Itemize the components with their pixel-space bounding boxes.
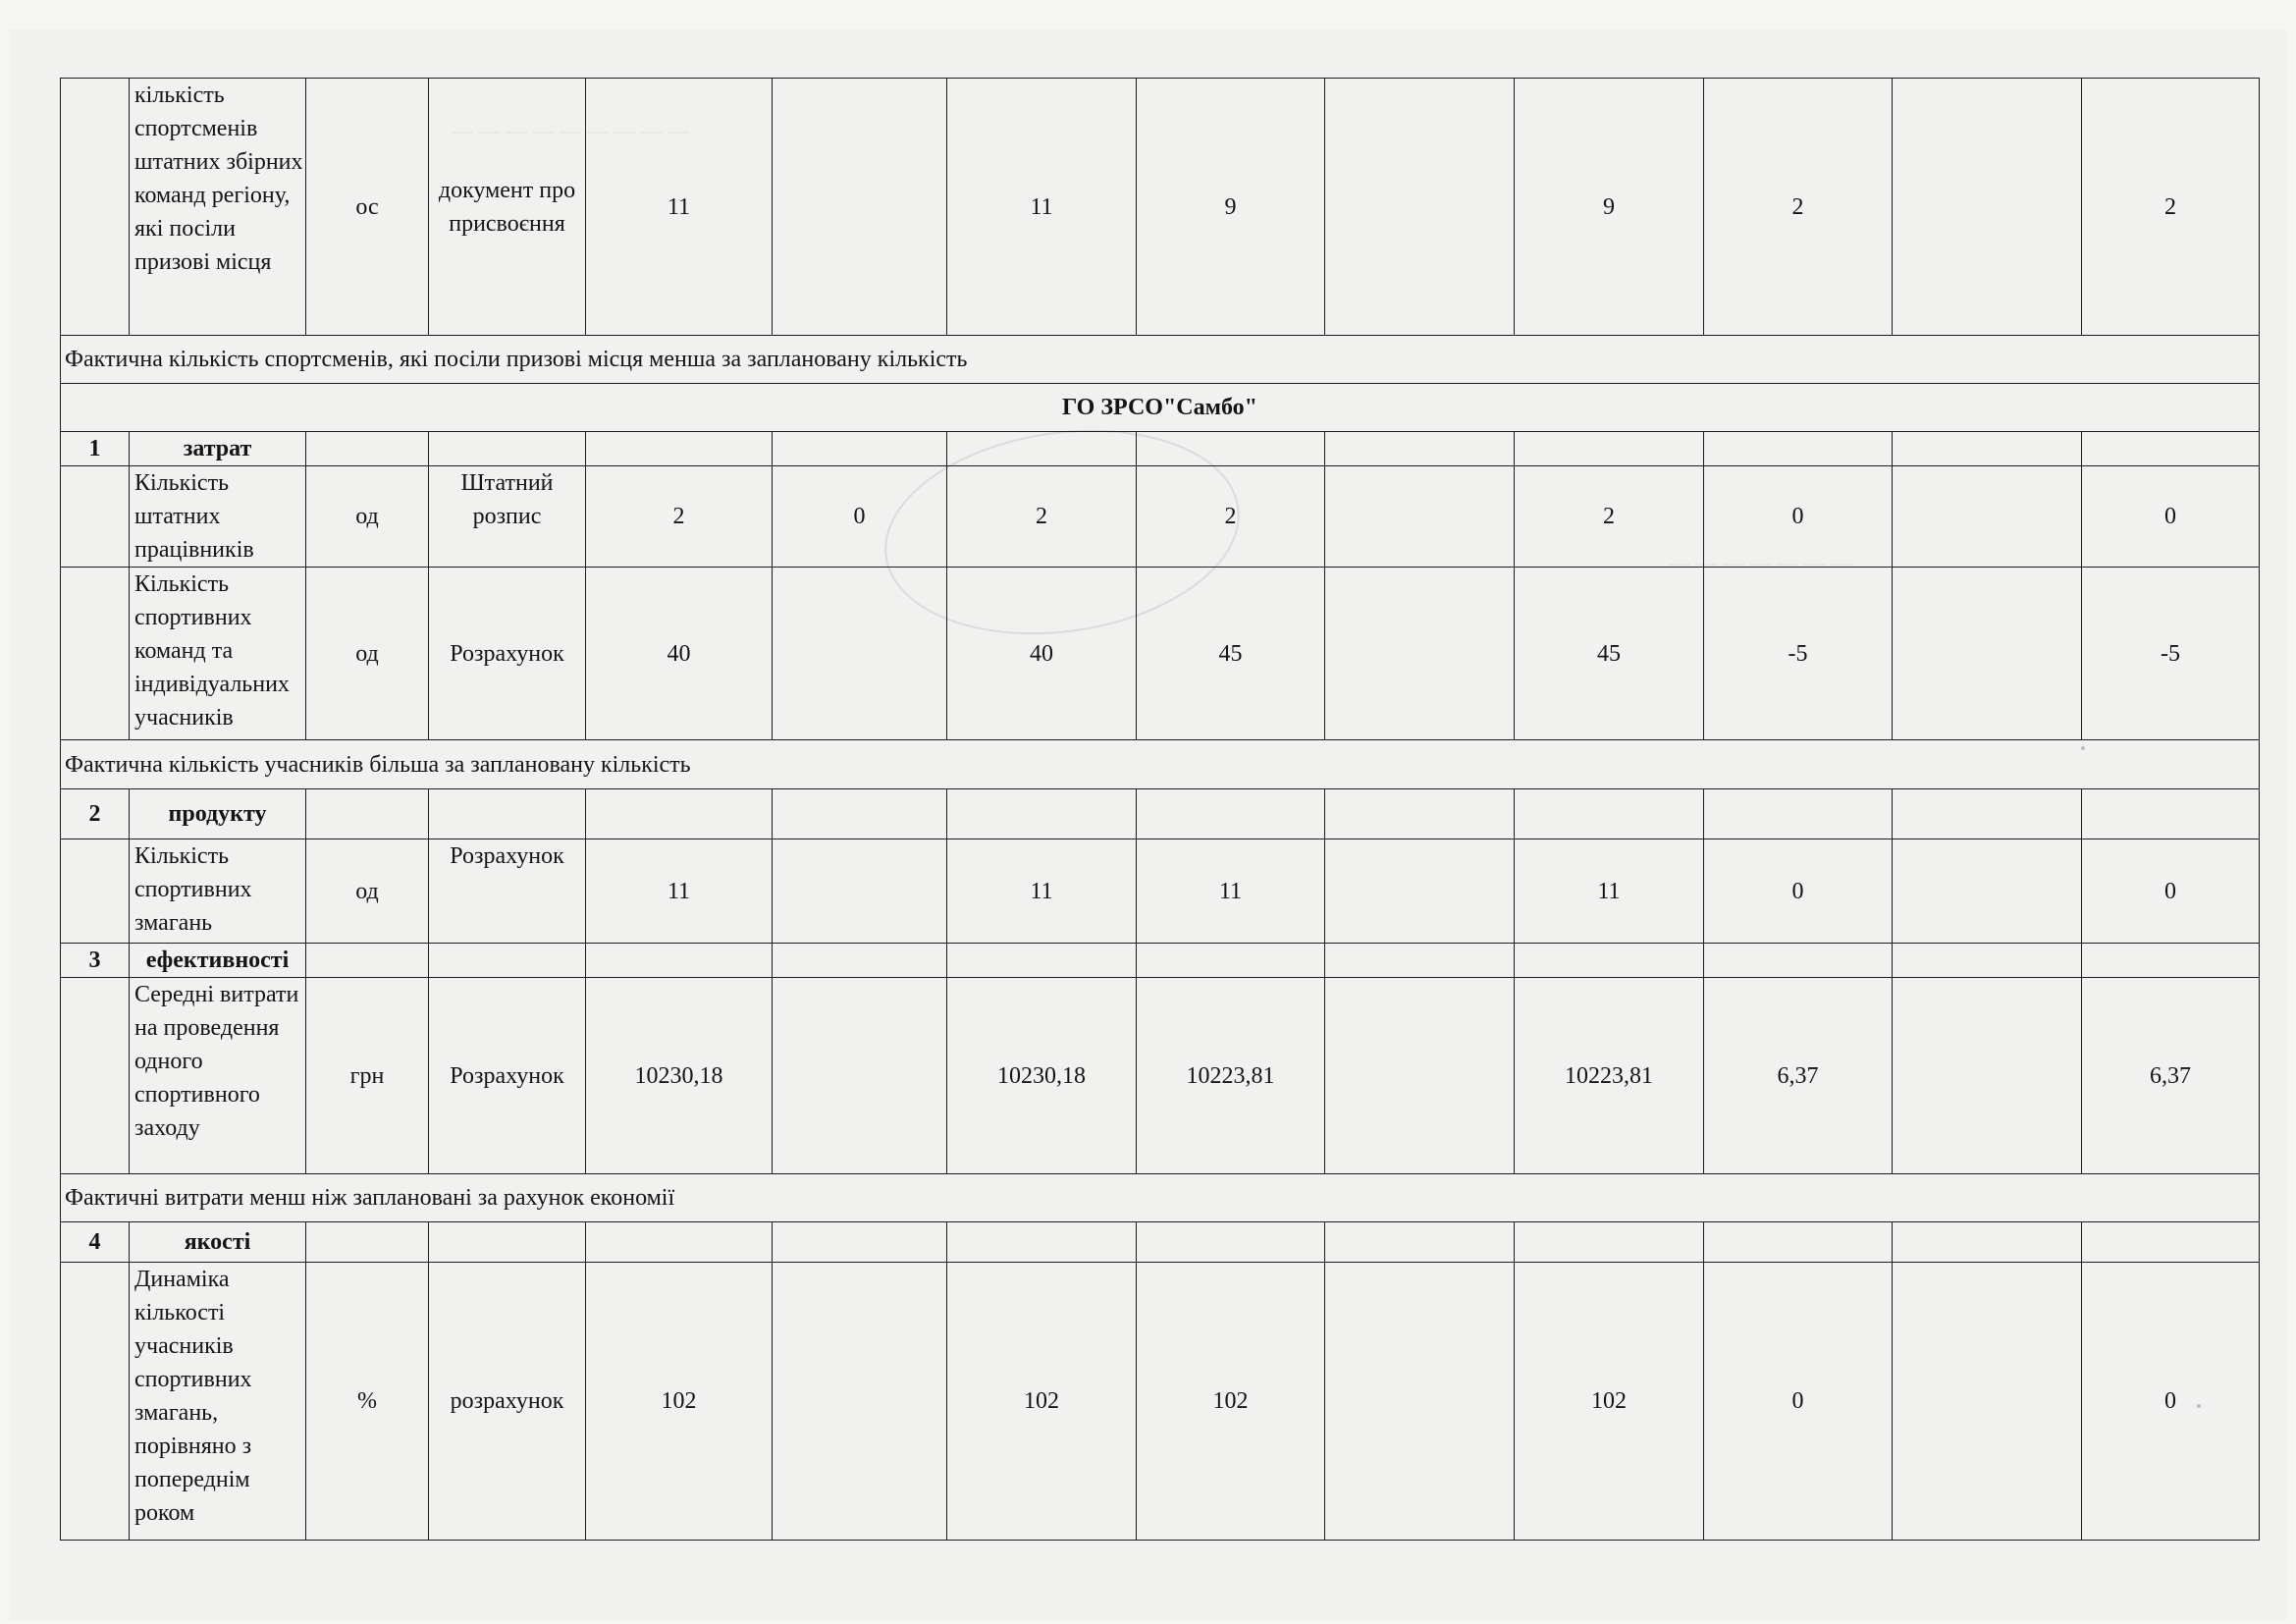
indicator-unit: од [306, 466, 429, 568]
deviation-general-fund [1893, 568, 2082, 740]
plan-total: 2 [947, 466, 1137, 568]
deviation-total: 0 [2082, 466, 2260, 568]
plan-general-fund [773, 79, 947, 336]
plan-special-fund: 2 [586, 466, 773, 568]
fact-total: 10223,81 [1515, 978, 1704, 1174]
plan-general-fund [773, 839, 947, 944]
fact-total: 45 [1515, 568, 1704, 740]
plan-total: 11 [947, 839, 1137, 944]
fact-general-fund [1325, 978, 1515, 1174]
section-row [61, 944, 2260, 978]
fact-general-fund [1325, 79, 1515, 336]
fact-special-fund: 11 [1137, 839, 1325, 944]
indicator-row [61, 79, 2260, 336]
section-row [61, 789, 2260, 839]
plan-general-fund [773, 978, 947, 1174]
section-title: затрат [130, 432, 306, 466]
explanation-text: Фактична кількість учасників більша за заплановану кількість [61, 740, 2260, 789]
fact-general-fund [1325, 568, 1515, 740]
organization-title: ГО ЗРСО"Самбо" [61, 384, 2260, 432]
fact-general-fund [1325, 466, 1515, 568]
indicator-unit: ос [306, 79, 429, 336]
section-row [61, 432, 2260, 466]
fact-special-fund: 102 [1137, 1263, 1325, 1541]
fact-special-fund: 45 [1137, 568, 1325, 740]
bleed-through-text: — — — — — — — — — [452, 118, 689, 142]
plan-special-fund: 10230,18 [586, 978, 773, 1174]
indicator-name: Кількість спортивних змагань [130, 839, 306, 944]
deviation-special-fund: 0 [1704, 466, 1893, 568]
bleed-through-text: — — — — — — — [1669, 550, 1852, 574]
plan-total: 10230,18 [947, 978, 1137, 1174]
plan-special-fund: 11 [586, 839, 773, 944]
fact-general-fund [1325, 839, 1515, 944]
deviation-special-fund: 0 [1704, 1263, 1893, 1541]
indicator-name: Кількість спортивних команд та індивідуальних учасників [130, 568, 306, 740]
explanation-text: Фактичні витрати менш ніж заплановані за рахунок економії [61, 1174, 2260, 1222]
indicators-table [60, 78, 2260, 1541]
fact-special-fund: 2 [1137, 466, 1325, 568]
deviation-special-fund: 6,37 [1704, 978, 1893, 1174]
indicator-row [61, 568, 2260, 740]
deviation-general-fund [1893, 79, 2082, 336]
indicator-source: розрахунок [429, 1263, 586, 1541]
deviation-special-fund: -5 [1704, 568, 1893, 740]
deviation-general-fund [1893, 466, 2082, 568]
indicator-row [61, 839, 2260, 944]
section-number: 2 [61, 789, 130, 839]
plan-special-fund: 11 [586, 79, 773, 336]
deviation-total: -5 [2082, 568, 2260, 740]
indicator-name: кількість спортсменів штатних збірних команд регіону, які посіли призові місця [130, 79, 306, 336]
indicator-name: Кількість штатних працівників [130, 466, 306, 568]
deviation-total: 6,37 [2082, 978, 2260, 1174]
explanation-row [61, 740, 2260, 789]
fact-special-fund: 9 [1137, 79, 1325, 336]
indicator-row [61, 978, 2260, 1174]
section-title: якості [130, 1222, 306, 1263]
section-number: 1 [61, 432, 130, 466]
plan-total: 11 [947, 79, 1137, 336]
section-number: 4 [61, 1222, 130, 1263]
deviation-general-fund [1893, 1263, 2082, 1541]
indicator-name: Динаміка кількості учасників спортивних змагань, порівняно з попереднім роком [130, 1263, 306, 1541]
section-number: 3 [61, 944, 130, 978]
deviation-special-fund: 0 [1704, 839, 1893, 944]
indicator-row [61, 466, 2260, 568]
section-title: продукту [130, 789, 306, 839]
indicator-unit: од [306, 568, 429, 740]
indicator-unit: од [306, 839, 429, 944]
indicator-row [61, 1263, 2260, 1541]
fact-special-fund: 10223,81 [1137, 978, 1325, 1174]
plan-special-fund: 102 [586, 1263, 773, 1541]
indicator-source: Розрахунок [429, 978, 586, 1174]
indicator-unit: % [306, 1263, 429, 1541]
explanation-row [61, 336, 2260, 384]
deviation-general-fund [1893, 978, 2082, 1174]
indicator-name: Середні витрати на проведення одного спортивного заходу [130, 978, 306, 1174]
indicator-source: Розрахунок [429, 568, 586, 740]
plan-special-fund: 40 [586, 568, 773, 740]
deviation-total: 0 [2082, 1263, 2260, 1541]
section-row [61, 1222, 2260, 1263]
plan-general-fund: 0 [773, 466, 947, 568]
section-title: ефективності [130, 944, 306, 978]
fact-general-fund [1325, 1263, 1515, 1541]
explanation-row [61, 1174, 2260, 1222]
deviation-general-fund [1893, 839, 2082, 944]
organization-row [61, 384, 2260, 432]
indicator-source: документ про присвоєння [429, 79, 586, 336]
deviation-total: 0 [2082, 839, 2260, 944]
plan-total: 102 [947, 1263, 1137, 1541]
indicator-unit: грн [306, 978, 429, 1174]
deviation-total: 2 [2082, 79, 2260, 336]
plan-general-fund [773, 1263, 947, 1541]
indicator-source: Розрахунок [429, 839, 586, 944]
fact-total: 9 [1515, 79, 1704, 336]
fact-total: 2 [1515, 466, 1704, 568]
fact-total: 11 [1515, 839, 1704, 944]
explanation-text: Фактична кількість спортсменів, які посіли призові місця менша за заплановану кількість [61, 336, 2260, 384]
deviation-special-fund: 2 [1704, 79, 1893, 336]
plan-total: 40 [947, 568, 1137, 740]
indicator-source: Штатний розпис [429, 466, 586, 568]
plan-general-fund [773, 568, 947, 740]
fact-total: 102 [1515, 1263, 1704, 1541]
